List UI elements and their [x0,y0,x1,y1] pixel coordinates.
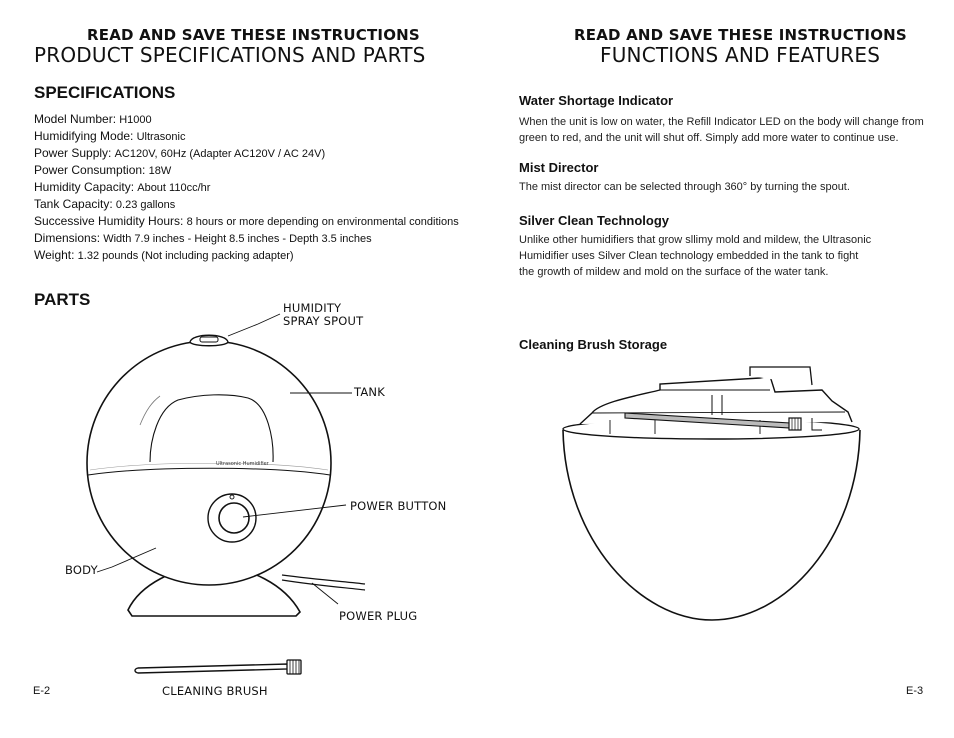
spec-label: Humidity Capacity: [34,180,135,194]
bowl-shape [563,430,860,620]
feature-text [519,232,871,280]
spec-row [34,128,459,145]
feature-line: The mist director can be selected through 360° by turning the spout. [519,181,850,193]
label-spout [283,302,363,328]
left-page-title: PRODUCT SPECIFICATIONS AND PARTS [34,43,426,67]
spec-label: Weight: [34,248,75,262]
spec-list [34,111,459,264]
spec-label: Power Supply: [34,146,112,160]
spec-label: Dimensions: [34,231,101,245]
spec-label: Model Number: [34,112,117,126]
feature-heading: Water Shortage Indicator [519,93,674,108]
specifications-heading: SPECIFICATIONS [34,83,176,102]
label-spout-line2: SPRAY SPOUT [283,314,364,328]
spec-value: 0.23 gallons [115,199,176,211]
feature-line: green to red, and the unit will shut off. Simply add more water to continue use. [519,132,899,144]
feature-text [519,179,850,195]
label-body: BODY [65,563,98,577]
device-brand-text: Ultrasonic Humidifier [216,461,269,467]
feature-text [519,114,924,146]
spec-row [34,145,459,162]
spec-row [34,230,459,247]
label-tank: TANK [354,385,385,399]
label-power-plug: POWER PLUG [339,609,418,623]
spec-row [34,247,459,264]
spec-row [34,111,459,128]
cleaning-brush-drawing [135,660,301,674]
brush-storage-diagram [540,360,880,650]
feature-line: When the unit is low on water, the Refill Indicator LED on the body will change from [519,116,924,128]
feature-heading: Silver Clean Technology [519,213,670,228]
spec-value: Ultrasonic [136,131,186,143]
spec-label: Tank Capacity: [34,197,113,211]
spec-value: About 110cc/hr [137,182,211,194]
spec-label: Power Consumption: [34,163,146,177]
spec-row [34,179,459,196]
page-number-right: E-3 [906,685,924,697]
spec-value: 18W [148,165,172,177]
right-banner: READ AND SAVE THESE INSTRUCTIONS [574,26,907,44]
spec-row [34,196,459,213]
label-cleaning-brush: CLEANING BRUSH [162,684,268,698]
label-power-button: POWER BUTTON [350,499,447,513]
label-spout-line1: HUMIDITY [283,301,342,315]
spec-value: AC120V, 60Hz (Adapter AC120V / AC 24V) [114,148,326,160]
spec-value: H1000 [119,114,152,126]
spec-value: 1.32 pounds (Not including packing adapter) [77,250,294,262]
page-number-left: E-2 [33,685,51,697]
feature-line: Humidifier uses Silver Clean technology embedded in the tank to fight [519,250,859,262]
feature-line: the growth of mildew and mold on the surface of the water tank. [519,266,829,278]
spec-row [34,213,459,230]
spec-row [34,162,459,179]
feature-heading: Mist Director [519,160,599,175]
right-page-title: FUNCTIONS AND FEATURES [600,43,881,67]
spec-value: 8 hours or more depending on environmental conditions [186,216,459,228]
spec-label: Successive Humidity Hours: [34,214,184,228]
feature-line: Unlike other humidifiers that grow sllimy mold and mildew, the Ultrasonic [519,234,872,246]
storage-heading: Cleaning Brush Storage [519,337,668,352]
spec-label: Humidifying Mode: [34,129,134,143]
spec-value: Width 7.9 inches - Height 8.5 inches - Depth 3.5 inches [103,233,372,245]
left-banner: READ AND SAVE THESE INSTRUCTIONS [87,26,420,44]
parts-heading: PARTS [34,290,91,309]
